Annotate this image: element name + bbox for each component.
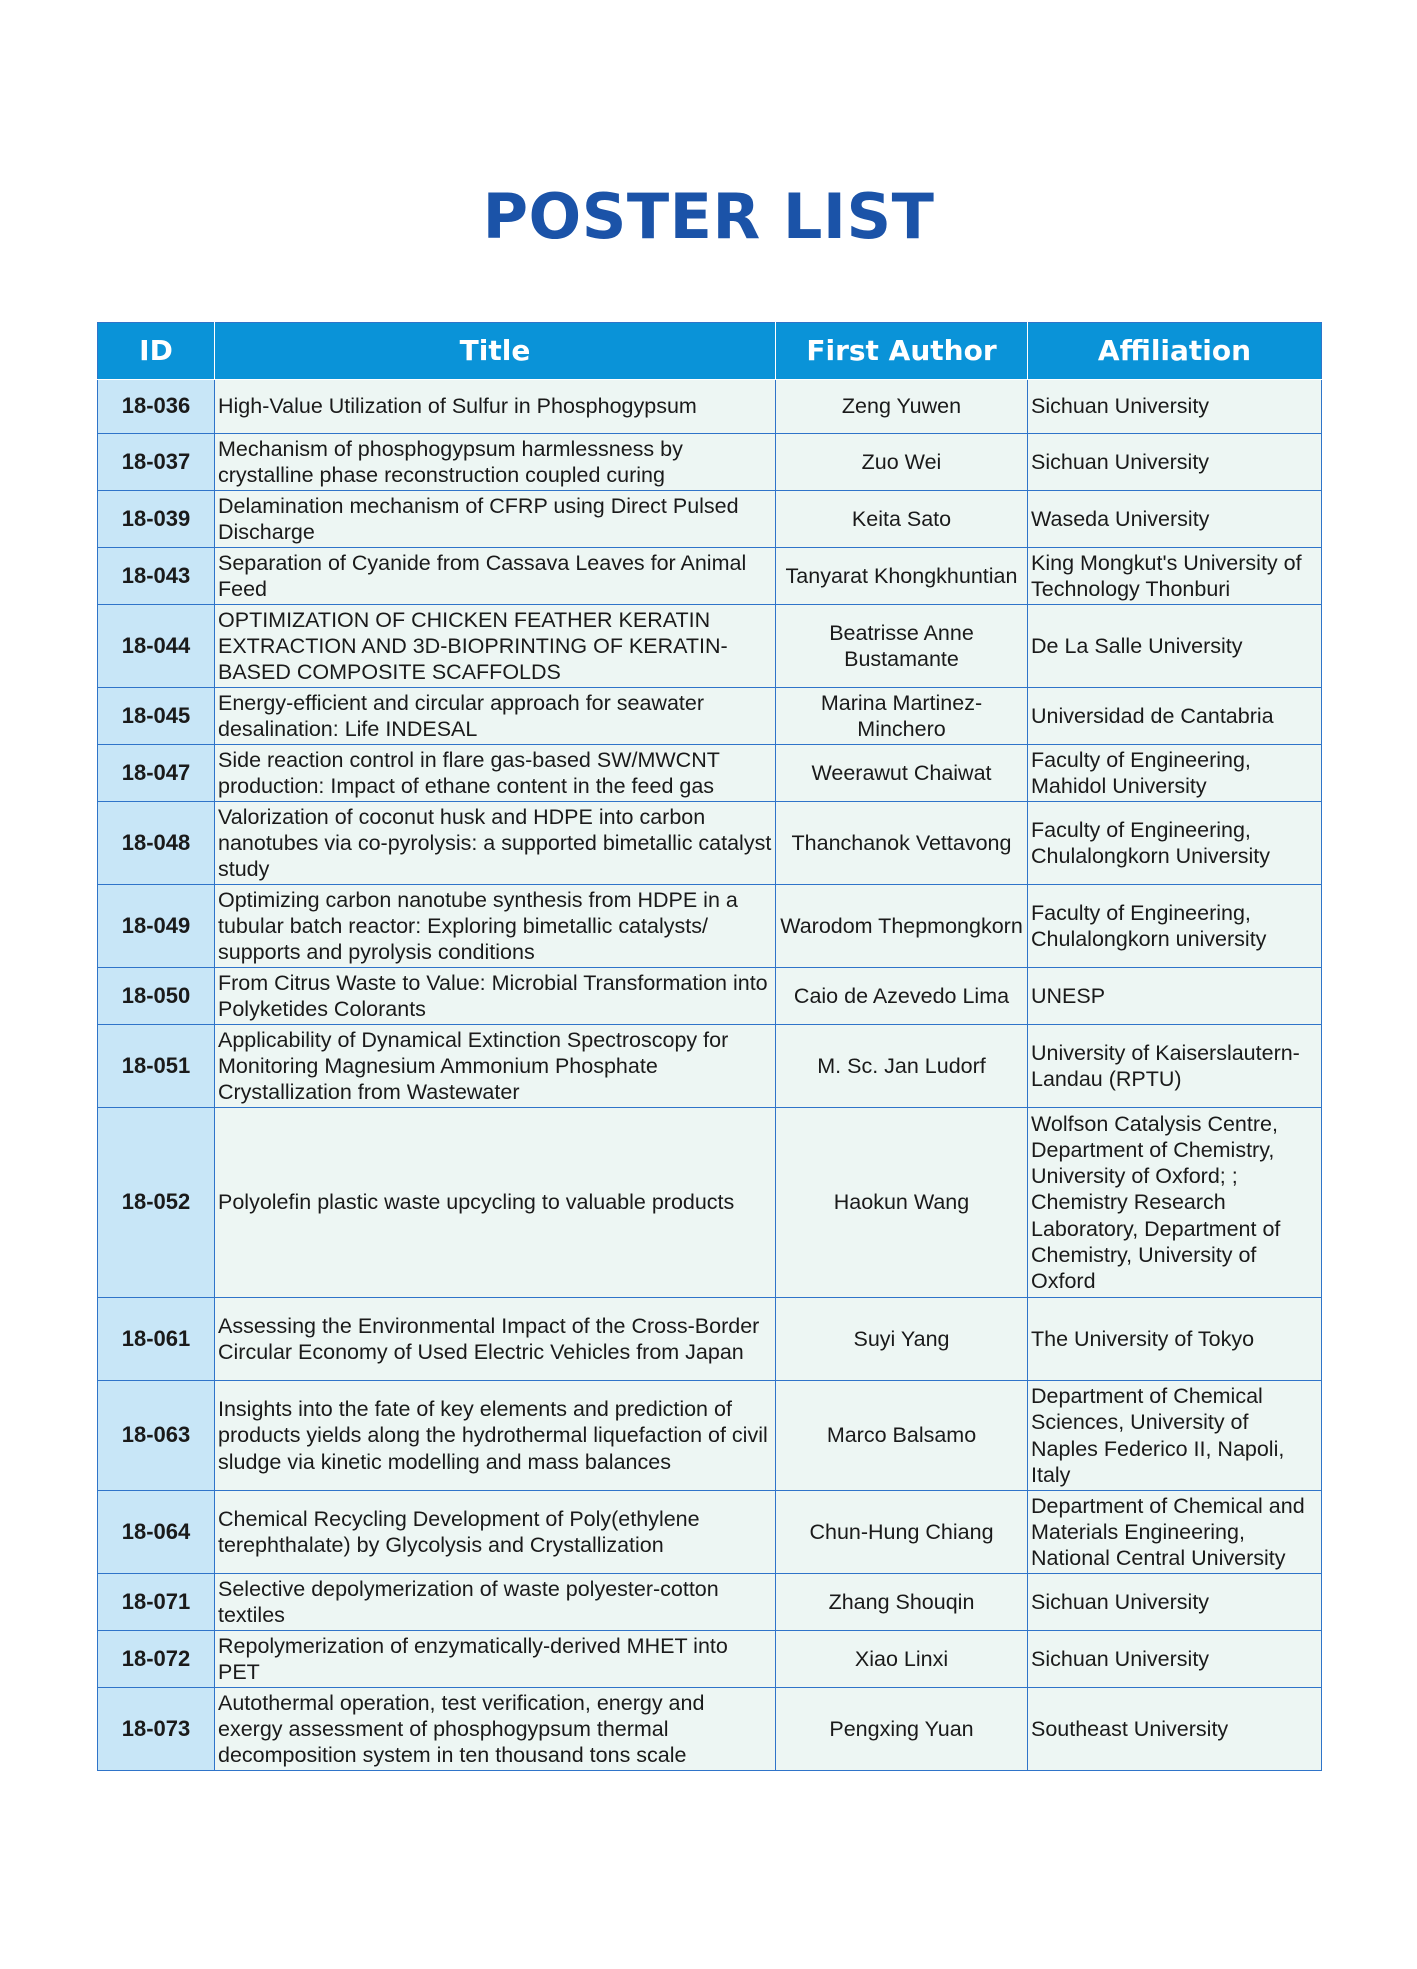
affiliation: Southeast University [1028, 1688, 1322, 1771]
first-author: Chun-Hung Chiang [776, 1491, 1028, 1574]
first-author: Zhang Shouqin [776, 1574, 1028, 1631]
first-author: Marina Martinez-Minchero [776, 688, 1028, 745]
poster-title: From Citrus Waste to Value: Microbial Transformation into Polyketides Colorants [215, 968, 776, 1025]
poster-id: 18-045 [98, 688, 215, 745]
table-row [98, 1688, 1322, 1771]
poster-id: 18-037 [98, 434, 215, 491]
poster-title: Selective depolymerization of waste polyester-cotton textiles [215, 1574, 776, 1631]
header-affiliation: Affiliation [1028, 323, 1322, 380]
first-author: Xiao Linxi [776, 1631, 1028, 1688]
poster-title: Energy-efficient and circular approach for seawater desalination: Life INDESAL [215, 688, 776, 745]
poster-id: 18-073 [98, 1688, 215, 1771]
poster-title: Side reaction control in flare gas-based SW/MWCNT production: Impact of ethane content in the feed gas [215, 745, 776, 802]
poster-title: Polyolefin plastic waste upcycling to valuable products [215, 1108, 776, 1298]
poster-title: Assessing the Environmental Impact of the Cross-Border Circular Economy of Used Electric Vehicles from Japan [215, 1298, 776, 1381]
poster-id: 18-047 [98, 745, 215, 802]
poster-title: Insights into the fate of key elements and prediction of products yields along the hydrothermal liquefaction of civil sludge via kinetic modelling and mass balances [215, 1381, 776, 1491]
poster-id: 18-071 [98, 1574, 215, 1631]
table-row [98, 1574, 1322, 1631]
poster-id: 18-052 [98, 1108, 215, 1298]
affiliation: Wolfson Catalysis Centre, Department of Chemistry, University of Oxford; ; Chemistry Research Laboratory, Department of Chemistry, University of Oxford [1028, 1108, 1322, 1298]
poster-id: 18-072 [98, 1631, 215, 1688]
poster-title: Autothermal operation, test verification, energy and exergy assessment of phosphogypsum thermal decomposition system in ten thousand tons scale [215, 1688, 776, 1771]
poster-table [97, 322, 1322, 1771]
poster-title: High-Value Utilization of Sulfur in Phosphogypsum [215, 380, 776, 434]
header-first-author: First Author [776, 323, 1028, 380]
first-author: Weerawut Chaiwat [776, 745, 1028, 802]
poster-id: 18-050 [98, 968, 215, 1025]
poster-title: Mechanism of phosphogypsum harmlessness by crystalline phase reconstruction coupled curing [215, 434, 776, 491]
first-author: Thanchanok Vettavong [776, 802, 1028, 885]
first-author: Zeng Yuwen [776, 380, 1028, 434]
header-title: Title [215, 323, 776, 380]
affiliation: UNESP [1028, 968, 1322, 1025]
first-author: Caio de Azevedo Lima [776, 968, 1028, 1025]
table-row [98, 1381, 1322, 1491]
poster-id: 18-048 [98, 802, 215, 885]
table-header-row [98, 323, 1322, 380]
affiliation: Sichuan University [1028, 434, 1322, 491]
poster-id: 18-039 [98, 491, 215, 548]
table-row [98, 802, 1322, 885]
affiliation: Sichuan University [1028, 1631, 1322, 1688]
first-author: Warodom Thepmongkorn [776, 885, 1028, 968]
poster-title: Valorization of coconut husk and HDPE into carbon nanotubes via co-pyrolysis: a supported bimetallic catalyst study [215, 802, 776, 885]
affiliation: Waseda University [1028, 491, 1322, 548]
affiliation: Sichuan University [1028, 1574, 1322, 1631]
poster-title: Separation of Cyanide from Cassava Leaves for Animal Feed [215, 548, 776, 605]
affiliation: Sichuan University [1028, 380, 1322, 434]
table-row [98, 968, 1322, 1025]
poster-id: 18-044 [98, 605, 215, 688]
affiliation: King Mongkut's University of Technology Thonburi [1028, 548, 1322, 605]
affiliation: Faculty of Engineering, Chulalongkorn university [1028, 885, 1322, 968]
affiliation: Universidad de Cantabria [1028, 688, 1322, 745]
first-author: Haokun Wang [776, 1108, 1028, 1298]
first-author: Beatrisse Anne Bustamante [776, 605, 1028, 688]
affiliation: University of Kaiserslautern-Landau (RPTU) [1028, 1025, 1322, 1108]
poster-title: OPTIMIZATION OF CHICKEN FEATHER KERATIN EXTRACTION AND 3D-BIOPRINTING OF KERATIN-BASED COMPOSITE SCAFFOLDS [215, 605, 776, 688]
affiliation: Faculty of Engineering, Mahidol University [1028, 745, 1322, 802]
table-row [98, 1025, 1322, 1108]
affiliation: De La Salle University [1028, 605, 1322, 688]
poster-id: 18-036 [98, 380, 215, 434]
header-id: ID [98, 323, 215, 380]
table-row [98, 1298, 1322, 1381]
first-author: Zuo Wei [776, 434, 1028, 491]
poster-id: 18-061 [98, 1298, 215, 1381]
affiliation: Department of Chemical and Materials Engineering, National Central University [1028, 1491, 1322, 1574]
table-row [98, 1491, 1322, 1574]
table-row [98, 380, 1322, 434]
table-row [98, 745, 1322, 802]
table-row [98, 548, 1322, 605]
table-row [98, 1108, 1322, 1298]
page-title: POSTER LIST [482, 180, 935, 253]
poster-id: 18-049 [98, 885, 215, 968]
first-author: Tanyarat Khongkhuntian [776, 548, 1028, 605]
poster-title: Optimizing carbon nanotube synthesis from HDPE in a tubular batch reactor: Exploring bimetallic catalysts/ supports and pyrolysis conditions [215, 885, 776, 968]
first-author: Marco Balsamo [776, 1381, 1028, 1491]
first-author: Keita Sato [776, 491, 1028, 548]
affiliation: Department of Chemical Sciences, University of Naples Federico II, Napoli, Italy [1028, 1381, 1322, 1491]
table-row [98, 688, 1322, 745]
poster-title: Chemical Recycling Development of Poly(ethylene terephthalate) by Glycolysis and Crystallization [215, 1491, 776, 1574]
poster-title: Delamination mechanism of CFRP using Direct Pulsed Discharge [215, 491, 776, 548]
first-author: Suyi Yang [776, 1298, 1028, 1381]
table-row [98, 605, 1322, 688]
affiliation: The University of Tokyo [1028, 1298, 1322, 1381]
table-row [98, 1631, 1322, 1688]
table-row [98, 885, 1322, 968]
first-author: Pengxing Yuan [776, 1688, 1028, 1771]
table-row [98, 491, 1322, 548]
poster-id: 18-063 [98, 1381, 215, 1491]
poster-id: 18-051 [98, 1025, 215, 1108]
affiliation: Faculty of Engineering, Chulalongkorn University [1028, 802, 1322, 885]
poster-title: Repolymerization of enzymatically-derived MHET into PET [215, 1631, 776, 1688]
poster-id: 18-043 [98, 548, 215, 605]
poster-id: 18-064 [98, 1491, 215, 1574]
first-author: M. Sc. Jan Ludorf [776, 1025, 1028, 1108]
poster-title: Applicability of Dynamical Extinction Spectroscopy for Monitoring Magnesium Ammonium Phosphate Crystallization from Wastewater [215, 1025, 776, 1108]
table-row [98, 434, 1322, 491]
